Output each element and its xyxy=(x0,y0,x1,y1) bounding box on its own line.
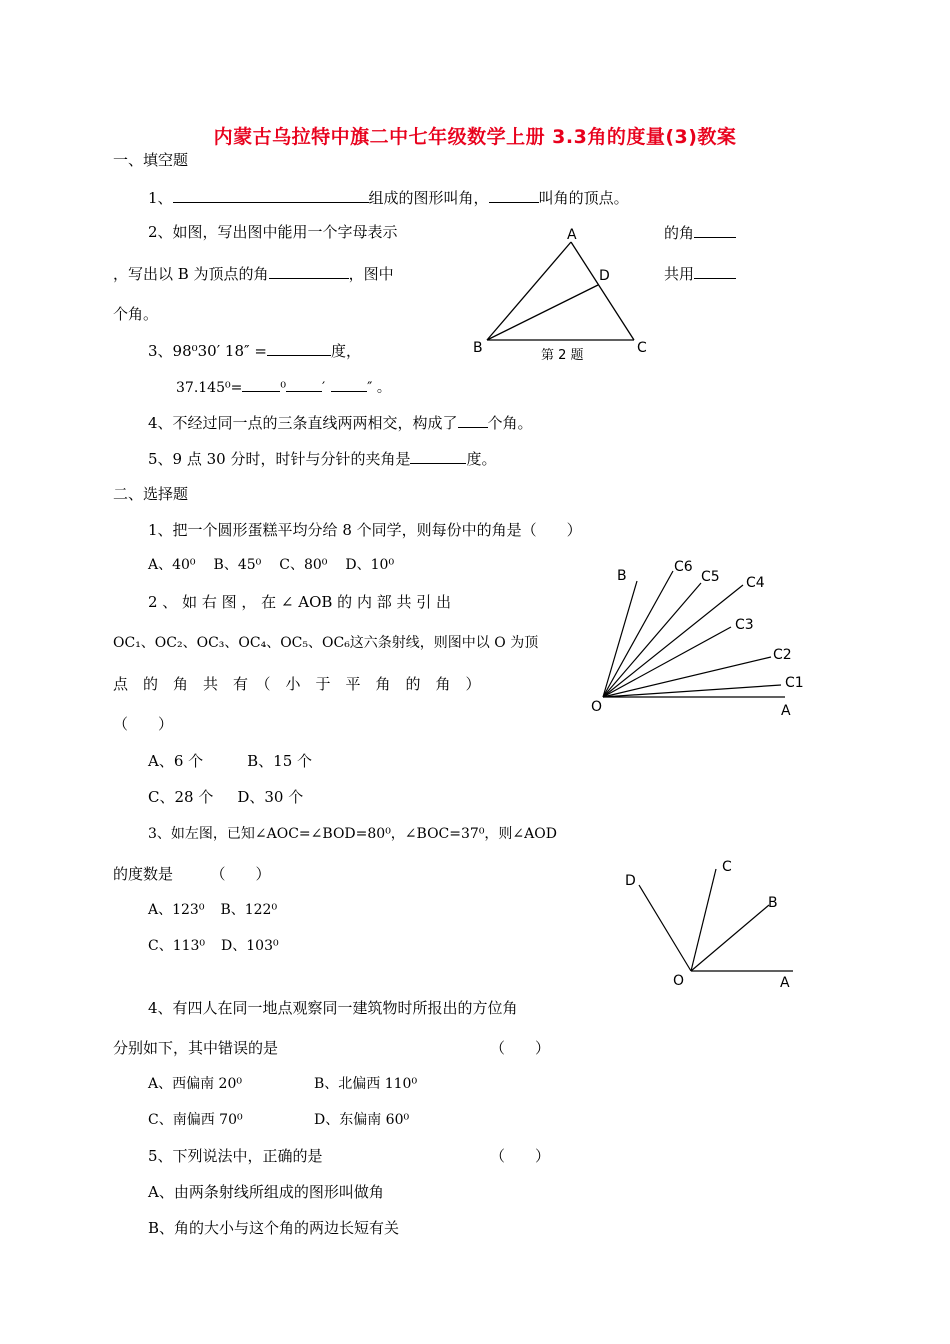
fig1-label-b: B xyxy=(473,340,483,356)
s2-q4-option-d[interactable]: D、东偏南 60⁰ xyxy=(314,1112,410,1128)
s2-q4-line1: 4、有四人在同一地点观察同一建筑物时所报出的方位角 xyxy=(148,999,518,1017)
s2-q3-option-b[interactable]: B、122⁰ xyxy=(220,902,278,918)
fig2-label-c6: C6 xyxy=(674,559,693,575)
s1-q4-text: 4、不经过同一点的三条直线两两相交，构成了 xyxy=(148,414,458,432)
s2-q1-text: 1、把一个圆形蛋糕平均分给 8 个同学，则每份中的角是（ ） xyxy=(148,521,582,539)
s1-q4-unit: 个角。 xyxy=(487,414,533,432)
s1-q2-line2-mid: ，图中 xyxy=(348,265,394,283)
fig2-label-c1: C1 xyxy=(785,675,804,691)
s2-q3-option-a[interactable]: A、123⁰ xyxy=(148,902,205,918)
fig1-label-a: A xyxy=(567,227,577,243)
figure-triangle xyxy=(465,222,665,367)
s2-q4-line2: 分别如下，其中错误的是 xyxy=(113,1039,279,1057)
s1-q3-sec: ″ 。 xyxy=(367,380,391,396)
fig3-label-a: A xyxy=(780,975,790,991)
s2-q4-option-b[interactable]: B、北偏西 110⁰ xyxy=(314,1076,418,1092)
document-title: 内蒙古乌拉特中旗二中七年级数学上册 3.3角的度量(3)教案 xyxy=(213,126,737,148)
s2-q2-line4: （ ） xyxy=(113,715,174,733)
s2-q4-option-a[interactable]: A、西偏南 20⁰ xyxy=(148,1076,242,1092)
s2-q4-paren: （ ） xyxy=(490,1039,551,1057)
s2-q5-text: 5、下列说法中，正确的是 xyxy=(148,1147,323,1165)
s1-q1-blank1[interactable] xyxy=(173,187,369,203)
s2-q3-line1: 3、如左图，已知∠AOC=∠BOD=80⁰，∠BOC=37⁰，则∠AOD xyxy=(148,826,557,842)
s1-q5-blank[interactable] xyxy=(410,448,466,464)
s2-q1-option-a[interactable]: A、40⁰ xyxy=(148,557,196,573)
fig1-label-c: C xyxy=(637,340,647,356)
fig2-label-o: O xyxy=(591,699,603,715)
s1-q3-line1 xyxy=(148,340,361,361)
fig3-label-c: C xyxy=(722,859,732,875)
section1-heading: 一、填空题 xyxy=(113,151,189,169)
s1-q2-blank2[interactable] xyxy=(269,263,349,279)
s2-q2-line1: 2 、 如 右 图 ， 在 ∠ AOB 的 内 部 共 引 出 xyxy=(148,593,452,611)
s1-q3-blank4[interactable] xyxy=(331,376,367,392)
s1-q3-line2 xyxy=(176,376,391,398)
s2-q3-option-c[interactable]: C、113⁰ xyxy=(148,938,206,954)
s1-q3-line1-text: 3、98⁰30′ 18″ = xyxy=(148,342,267,360)
s2-q2-option-c[interactable]: C、28 个 xyxy=(148,788,214,806)
s1-q3-deg: ⁰ xyxy=(280,380,286,396)
s1-q3-line2-text: 37.145⁰= xyxy=(176,380,243,396)
s1-q5-text: 5、9 点 30 分时，时针与分针的夹角是 xyxy=(148,450,411,468)
s1-q2-line3: 个角。 xyxy=(113,305,159,323)
s1-q1-text1: 组成的图形叫角， xyxy=(368,189,489,207)
s1-q2-line2-right-text: 共用 xyxy=(664,265,695,283)
s1-q2-line2-right xyxy=(664,263,736,284)
s2-q3-options-row1 xyxy=(148,900,277,920)
s2-q5-option-b[interactable]: B、角的大小与这个角的两边长短有关 xyxy=(148,1219,400,1237)
s1-q2-line2-text: ，写出以 B 为顶点的角 xyxy=(113,265,269,283)
s1-q3-blank1[interactable] xyxy=(267,340,331,356)
s1-q5-unit: 度。 xyxy=(466,450,497,468)
fig2-label-c5: C5 xyxy=(701,569,720,585)
s2-q5-option-a[interactable]: A、由两条射线所组成的图形叫做角 xyxy=(148,1183,384,1201)
s2-q3-options-row2 xyxy=(148,936,279,956)
s2-q4-option-c[interactable]: C、南偏西 70⁰ xyxy=(148,1112,243,1128)
fig2-label-c2: C2 xyxy=(773,647,792,663)
s2-q1-option-d[interactable]: D、10⁰ xyxy=(345,557,395,573)
fig2-label-c4: C4 xyxy=(746,575,765,591)
s1-q2-blank3[interactable] xyxy=(694,263,736,279)
fig1-caption: 第 2 题 xyxy=(541,348,584,363)
s1-q1 xyxy=(148,187,629,208)
fig1-label-d: D xyxy=(599,268,610,284)
s1-q4 xyxy=(148,412,533,433)
s1-q1-text2: 叫角的顶点。 xyxy=(538,189,629,207)
s1-q3-min: ′ xyxy=(321,380,326,396)
s2-q2-line2: OC₁、OC₂、OC₃、OC₄、OC₅、OC₆这六条射线，则图中以 O 为顶 xyxy=(113,635,539,651)
s1-q3-line1-unit: 度， xyxy=(330,342,361,360)
s2-q3-option-d[interactable]: D、103⁰ xyxy=(221,938,279,954)
s2-q1-options xyxy=(148,555,394,575)
fig2-label-c3: C3 xyxy=(735,617,754,633)
s1-q2-line1-right xyxy=(664,222,736,243)
fig3-label-o: O xyxy=(673,973,685,989)
s2-q2-option-d[interactable]: D、30 个 xyxy=(237,788,304,806)
s2-q5-paren: （ ） xyxy=(490,1147,551,1165)
s1-q2-blank1[interactable] xyxy=(694,222,736,238)
s2-q2-options-row2 xyxy=(148,787,303,807)
fig2-label-a: A xyxy=(781,703,791,719)
s1-q3-blank3[interactable] xyxy=(286,376,322,392)
s1-q5 xyxy=(148,448,497,469)
s2-q2-options-row1 xyxy=(148,751,312,771)
s1-q1-blank2[interactable] xyxy=(489,187,539,203)
s1-q2-line2 xyxy=(113,263,394,284)
s2-q2-line3: 点 的 角 共 有 （ 小 于 平 角 的 角 ） xyxy=(113,675,481,693)
fig2-label-b: B xyxy=(617,568,627,584)
section2-heading: 二、选择题 xyxy=(113,485,189,503)
s2-q2-option-b[interactable]: B、15 个 xyxy=(247,752,313,770)
s1-q2-line1: 2、如图，写出图中能用一个字母表示 xyxy=(148,223,398,241)
s1-q3-blank2[interactable] xyxy=(242,376,280,392)
s2-q2-option-a[interactable]: A、6 个 xyxy=(148,752,204,770)
s1-q2-line1-right-text: 的角 xyxy=(664,224,695,242)
s1-q1-number: 1、 xyxy=(148,189,173,207)
figure-rays xyxy=(585,555,815,725)
fig3-label-d: D xyxy=(625,873,636,889)
fig3-label-b: B xyxy=(768,895,778,911)
figure-angles xyxy=(615,855,805,995)
s2-q1-option-c[interactable]: C、80⁰ xyxy=(279,557,328,573)
s2-q1-option-b[interactable]: B、45⁰ xyxy=(213,557,262,573)
s2-q3-line2: 的度数是 （ ） xyxy=(113,865,271,883)
s1-q4-blank[interactable] xyxy=(458,412,488,428)
